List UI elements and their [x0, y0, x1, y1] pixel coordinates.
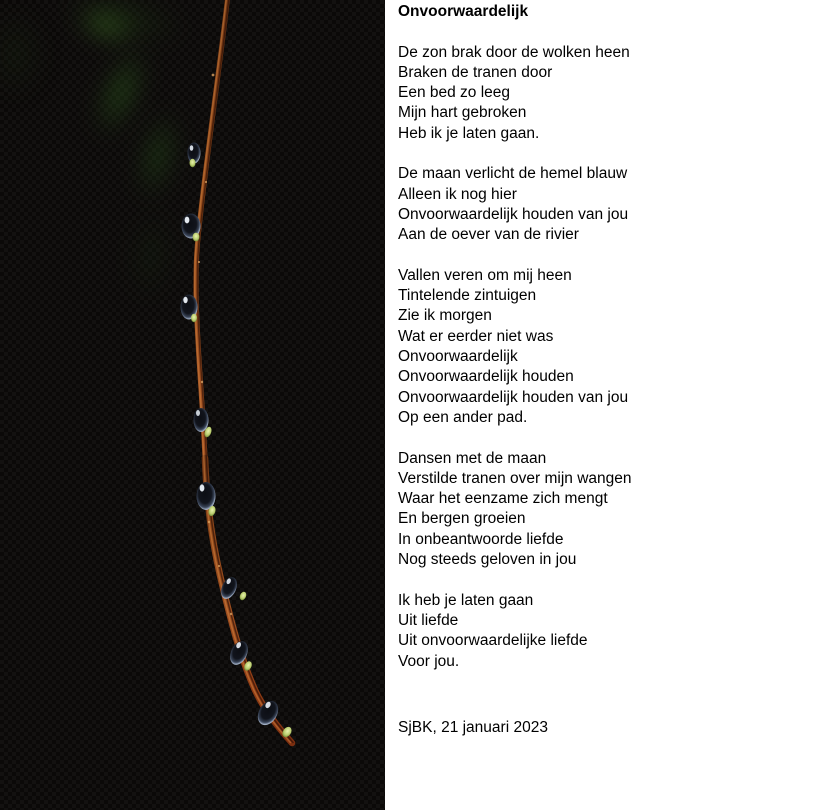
poem-line: Verstilde tranen over mijn wangen	[398, 469, 632, 487]
poem-line: Alleen ik nog hier	[398, 185, 517, 203]
poem-stanza	[398, 43, 827, 144]
poem-line: Aan de oever van de rivier	[398, 226, 579, 244]
poem-line: Zie ik morgen	[398, 307, 492, 325]
poem-line: Braken de tranen door	[398, 63, 553, 81]
twig-droplets-photo	[0, 0, 385, 810]
poem-line: De zon brak door de wolken heen	[398, 43, 630, 61]
poem-stanza	[398, 449, 827, 571]
poem-line: Uit onvoorwaardelijke liefde	[398, 632, 588, 650]
poem-stanza	[398, 266, 827, 428]
bud-glint	[238, 591, 247, 602]
poem-line: Uit liefde	[398, 611, 459, 629]
poem-line: Tintelende zintuigen	[398, 287, 537, 305]
poem-line: Voor jou.	[398, 652, 460, 670]
water-droplets	[181, 143, 294, 739]
poem-line: Vallen veren om mij heen	[398, 266, 572, 284]
poem-line: De maan verlicht de hemel blauw	[398, 165, 628, 183]
twig-illustration	[0, 0, 385, 810]
poem-signature: SjBK, 21 januari 2023	[398, 718, 548, 736]
poem-line: Nog steeds geloven in jou	[398, 551, 577, 569]
poem-line: In onbeantwoorde liefde	[398, 530, 564, 548]
poem-line: Heb ik je laten gaan.	[398, 124, 540, 142]
poem-line: Dansen met de maan	[398, 449, 547, 467]
poem-line: Een bed zo leeg	[398, 84, 511, 102]
poem-title: Onvoorwaardelijk	[398, 3, 529, 20]
poem-line: Op een ander pad.	[398, 408, 528, 426]
poem-line: Onvoorwaardelijk houden van jou	[398, 205, 629, 223]
poem-line: Waar het eenzame zich mengt	[398, 490, 608, 508]
poem-stanza	[398, 164, 827, 245]
droplet	[182, 214, 201, 242]
poem-line: Mijn hart gebroken	[398, 104, 527, 122]
poem-line: Wat er eerder niet was	[398, 327, 554, 345]
poem-line: Onvoorwaardelijk	[398, 348, 518, 366]
poem-line: Onvoorwaardelijk houden	[398, 368, 574, 386]
poem-stanza	[398, 591, 827, 672]
droplet	[181, 295, 198, 323]
poem-line: Ik heb je laten gaan	[398, 591, 534, 609]
droplet	[188, 143, 201, 168]
poem-line: En bergen groeien	[398, 510, 526, 528]
poem-text-column	[385, 0, 827, 810]
poem-line: Onvoorwaardelijk houden van jou	[398, 388, 629, 406]
twig-stem	[195, 0, 294, 743]
